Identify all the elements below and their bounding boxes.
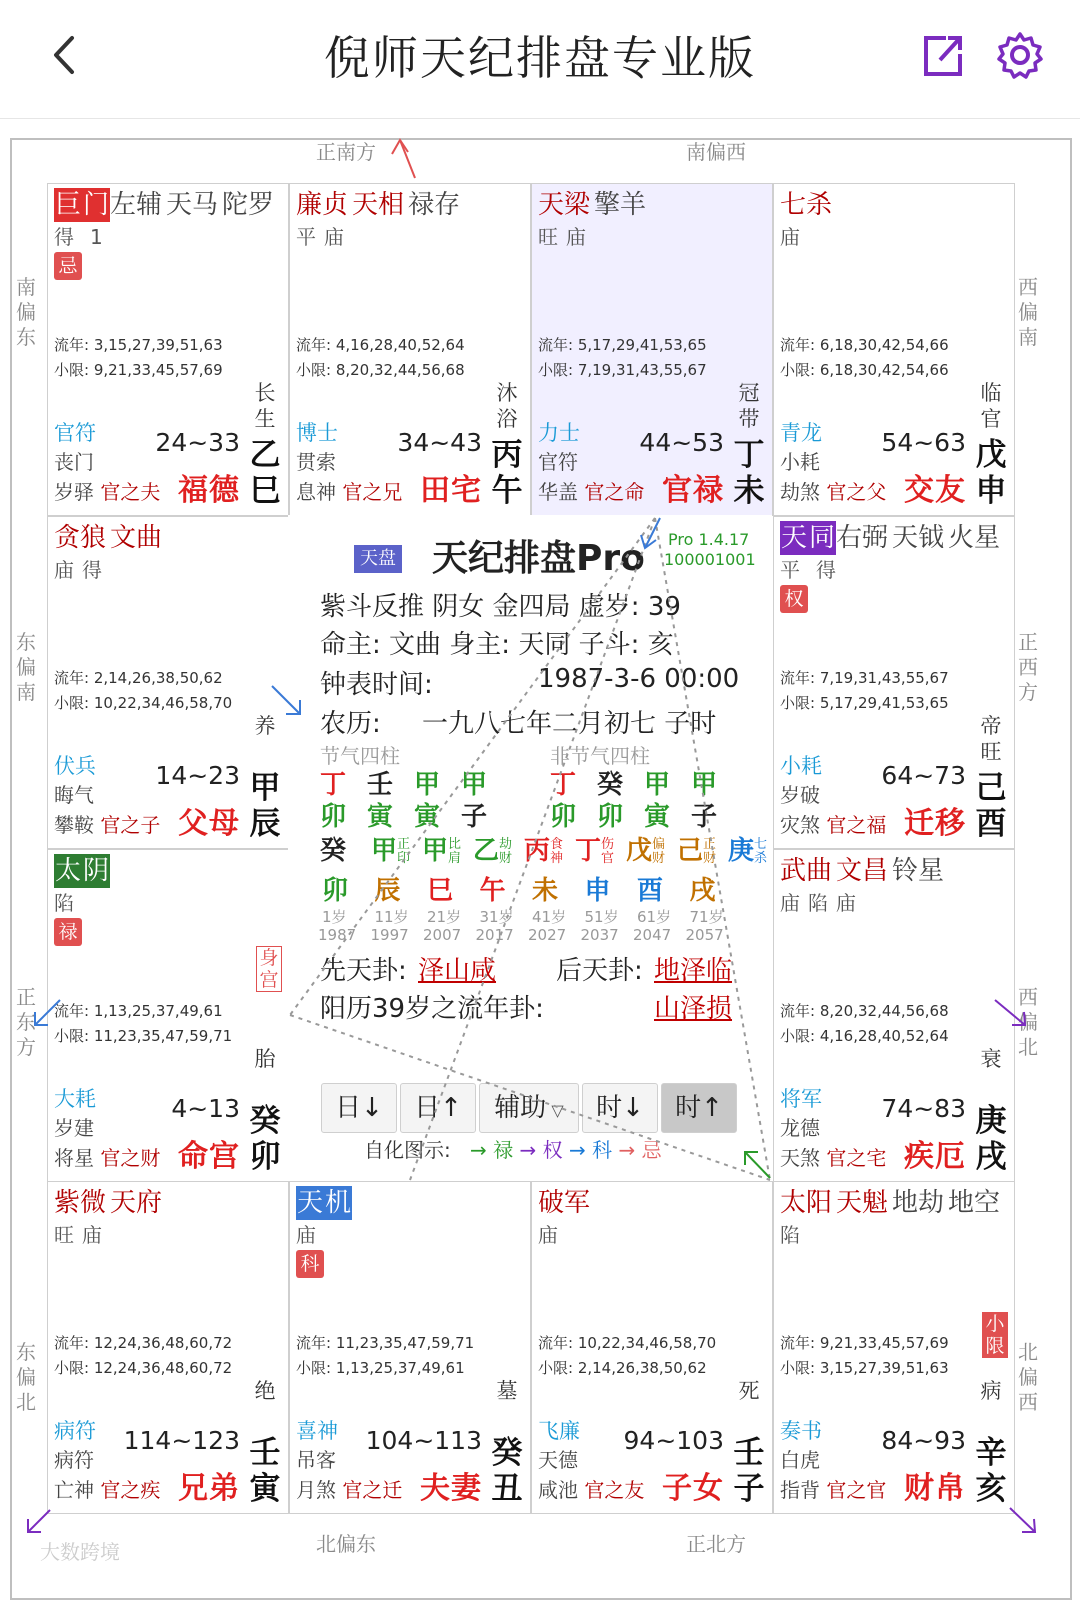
- pillar-branch: 卯: [550, 802, 577, 832]
- brightness-label: 庙: [54, 558, 74, 582]
- xiaoxian-text: 小限: 5,17,29,41,53,65: [780, 694, 949, 712]
- ganzhi-label: 庚戌: [975, 1103, 1007, 1175]
- legend-ke: 科: [592, 1138, 613, 1162]
- version-label: Pro 1.4.17: [668, 530, 750, 549]
- xiaoxian-text: 小限: 3,15,27,39,51,63: [780, 1359, 949, 1377]
- dayun-branch: 卯: [322, 876, 349, 906]
- aux-star: 地劫: [892, 1188, 945, 1218]
- palace-name[interactable]: 父母: [178, 806, 240, 841]
- god-label: 官符: [54, 421, 96, 445]
- pillar-branch: 卯: [320, 802, 347, 832]
- brightness-label: 平: [780, 558, 800, 582]
- guan-label: 官之友: [584, 1478, 645, 1502]
- extra-tag: 身宫: [256, 946, 282, 992]
- pillar-stem: 甲: [644, 770, 671, 800]
- guan-label: 官之官: [826, 1478, 887, 1502]
- main-star: 贪狼: [54, 523, 107, 553]
- sihua-badge: 忌: [54, 252, 82, 280]
- xiaoxian-text: 小限: 12,24,36,48,60,72: [54, 1359, 233, 1377]
- aux-star: 天马: [166, 190, 219, 220]
- god-label: 小耗: [780, 450, 820, 474]
- palace-name[interactable]: 迁移: [904, 806, 966, 841]
- main-star: 太阳: [780, 1188, 833, 1218]
- xiaoxian-text: 小限: 11,23,35,47,59,71: [54, 1027, 233, 1045]
- changsheng-label: 临官: [980, 381, 1002, 431]
- direction-label: 南偏东: [16, 275, 36, 349]
- god-label: 岁破: [780, 783, 820, 807]
- pillar-branch: 子: [691, 802, 718, 832]
- main-star: 天府: [110, 1188, 163, 1218]
- guan-label: 官之福: [826, 813, 887, 837]
- god-label: 贯索: [296, 450, 336, 474]
- dayun-branch: 巳: [427, 876, 454, 906]
- changsheng-label: 胎: [254, 1047, 276, 1071]
- xiaoxian-text: 小限: 4,16,28,40,52,64: [780, 1027, 949, 1045]
- shishen-sub: 食神: [550, 836, 564, 866]
- sihua-badge: 科: [296, 1250, 324, 1278]
- ganzhi-label: 甲辰: [249, 770, 281, 842]
- god-label: 灾煞: [780, 813, 820, 837]
- shishen-sub: 正财: [703, 836, 717, 866]
- god-label: 病符: [54, 1419, 96, 1443]
- dayun-age: 61岁: [637, 908, 672, 926]
- changsheng-label: 墓: [496, 1379, 518, 1403]
- dayun-branch: 未: [532, 876, 559, 906]
- daxian-range: 44~53: [639, 428, 724, 457]
- legend-ji: 忌: [641, 1138, 662, 1162]
- brightness-label: 庙: [780, 225, 800, 249]
- changsheng-label: 病: [980, 1379, 1002, 1403]
- direction-label: 正北方: [686, 1532, 746, 1556]
- pillar-stem: 甲: [461, 770, 488, 800]
- aux-star: 左辅: [110, 190, 163, 220]
- pillar-branch: 寅: [644, 802, 671, 832]
- liunian-text: 流年: 11,23,35,47,59,71: [296, 1334, 475, 1352]
- changsheng-label: 长生: [254, 381, 276, 431]
- main-star: 天: [296, 1188, 323, 1218]
- main-star: 天梁: [538, 190, 591, 220]
- guan-label: 官之疾: [100, 1478, 161, 1502]
- center-title: 天纪排盘Pro: [432, 538, 645, 579]
- watermark: 大数跨境: [40, 1540, 120, 1564]
- direction-label: 东偏北: [16, 1340, 36, 1414]
- page-title: 倪师天纪排盘专业版: [324, 31, 756, 85]
- brightness-label: 陷: [808, 891, 828, 915]
- shishen-sub: 七杀: [754, 836, 768, 866]
- pillar-stem: 丁: [320, 770, 347, 800]
- god-label: 华盖: [538, 480, 578, 504]
- god-label: 岁驿: [54, 480, 94, 504]
- pillar-stem: 癸: [597, 770, 624, 800]
- god-label: 喜神: [296, 1419, 338, 1443]
- shishen-gan: 丁: [575, 836, 602, 866]
- pillar-stem: 甲: [691, 770, 718, 800]
- shishen-gan: 甲: [371, 836, 398, 866]
- shishen-gan: 丙: [524, 836, 551, 866]
- god-label: 病符: [54, 1448, 94, 1472]
- aux-star: 右弼: [836, 523, 889, 553]
- sihua-badge: 权: [780, 585, 808, 613]
- shishen-gan: 乙: [473, 836, 500, 866]
- brightness-label: 得: [54, 225, 74, 249]
- god-label: 息神: [296, 480, 336, 504]
- liunian-text: 流年: 8,20,32,44,56,68: [780, 1002, 949, 1020]
- daxian-range: 94~103: [623, 1426, 724, 1455]
- main-star: 破军: [538, 1188, 591, 1218]
- liunian-text: 流年: 5,17,29,41,53,65: [538, 336, 707, 354]
- aux-star: 铃星: [892, 856, 945, 886]
- god-label: 青龙: [780, 421, 822, 445]
- dayun-year: 2007: [423, 926, 462, 944]
- pillar-branch: 卯: [597, 802, 624, 832]
- shishen-sub: 正印: [397, 836, 411, 866]
- main-star: 天: [780, 523, 807, 553]
- god-label: 博士: [296, 421, 338, 445]
- daxian-range: 114~123: [123, 1426, 240, 1455]
- brightness-label: 庙: [836, 891, 856, 915]
- palace-name[interactable]: 福德: [178, 473, 240, 508]
- god-label: 亡神: [54, 1478, 94, 1502]
- ganzhi-label: 辛亥: [975, 1435, 1007, 1507]
- dayun-age: 41岁: [532, 908, 567, 926]
- main-star: 同: [808, 523, 835, 553]
- changsheng-label: 沐浴: [496, 381, 518, 431]
- god-label: 奏书: [780, 1419, 822, 1443]
- xiantian-gua[interactable]: 泽山咸: [418, 956, 497, 986]
- dayun-year: 2057: [685, 926, 724, 944]
- assist-label: 辅助: [494, 1093, 547, 1123]
- direction-label: 西偏南: [1018, 275, 1038, 349]
- direction-label: 北偏西: [1018, 1340, 1038, 1414]
- aux-star: 天钺: [892, 523, 945, 553]
- god-label: 伏兵: [54, 754, 96, 778]
- daxian-range: 34~43: [397, 428, 482, 457]
- brightness-label: 陷: [780, 1223, 800, 1247]
- xiaoxian-text: 小限: 10,22,34,46,58,70: [54, 694, 233, 712]
- pillar-branch: 子: [461, 802, 488, 832]
- god-label: 龙德: [780, 1116, 820, 1140]
- liunian-text: 流年: 2,14,26,38,50,62: [54, 669, 223, 687]
- daxian-range: 14~23: [155, 761, 240, 790]
- hour-up-button[interactable]: 时↑: [661, 1083, 737, 1133]
- shishen-gan: 戊: [626, 836, 653, 866]
- xiaoxian-text: 小限: 1,13,25,37,49,61: [296, 1359, 465, 1377]
- dayun-age: 51岁: [584, 908, 619, 926]
- liunian-gua[interactable]: 山泽损: [654, 994, 733, 1024]
- dayun-age: 21岁: [427, 908, 462, 926]
- direction-label: 正西方: [1018, 630, 1038, 704]
- god-label: 小耗: [780, 754, 822, 778]
- god-label: 将军: [780, 1087, 822, 1111]
- liunian-text: 流年: 3,15,27,39,51,63: [54, 336, 223, 354]
- dayun-branch: 酉: [637, 876, 664, 906]
- god-label: 飞廉: [538, 1419, 580, 1443]
- brightness-label: 得: [82, 558, 102, 582]
- guan-label: 官之迁: [342, 1478, 403, 1502]
- brightness-label: 庙: [82, 1223, 102, 1247]
- god-label: 劫煞: [780, 480, 820, 504]
- ganzhi-label: 壬寅: [249, 1435, 281, 1507]
- liunian-text: 流年: 6,18,30,42,54,66: [780, 336, 949, 354]
- legend-label: 自化图示:: [364, 1138, 451, 1162]
- extra-tag: 小限: [982, 1312, 1008, 1358]
- ganzhi-label: 癸丑: [491, 1435, 523, 1507]
- palace-name[interactable]: 兄弟: [178, 1471, 240, 1506]
- god-label: 指背: [780, 1478, 820, 1502]
- xiaoxian-text: 小限: 2,14,26,38,50,62: [538, 1359, 707, 1377]
- aux-star: 火星: [948, 523, 1001, 553]
- daxian-range: 4~13: [171, 1094, 240, 1123]
- liunian-gua-label: 阳历39岁之流年卦:: [320, 994, 544, 1024]
- shishen-sub: 偏财: [652, 836, 666, 866]
- palace-name[interactable]: 官禄: [662, 473, 724, 508]
- serial-label: 100001001: [664, 550, 756, 569]
- ganzhi-label: 戊申: [975, 437, 1007, 509]
- liunian-text: 流年: 7,19,31,43,55,67: [780, 669, 949, 687]
- dayun-branch: 辰: [374, 876, 401, 906]
- god-label: 咸池: [538, 1478, 578, 1502]
- pillar-stem: 壬: [367, 770, 394, 800]
- sihua-badge: 禄: [54, 918, 82, 946]
- tianpan-tag[interactable]: 天盘: [354, 545, 402, 573]
- dayun-age: 31岁: [479, 908, 514, 926]
- liunian-text: 流年: 9,21,33,45,57,69: [780, 1334, 949, 1352]
- brightness-label: 庙: [296, 1223, 316, 1247]
- shishen-sub: 比肩: [448, 836, 462, 866]
- day-up-button[interactable]: 日↑: [400, 1083, 476, 1133]
- dayun-year: 1997: [370, 926, 409, 944]
- daxian-range: 54~63: [881, 428, 966, 457]
- direction-label: 正东方: [16, 985, 36, 1059]
- direction-label: 北偏东: [316, 1532, 376, 1556]
- main-star: 巨: [54, 190, 81, 220]
- brightness-label: 庙: [566, 225, 586, 249]
- direction-label: 西偏北: [1018, 985, 1038, 1059]
- xiaoxian-text: 小限: 7,19,31,43,55,67: [538, 361, 707, 379]
- guan-label: 官之兄: [342, 480, 403, 504]
- palace-name[interactable]: 命宫: [178, 1139, 240, 1174]
- pillar-stem: 丁: [550, 770, 577, 800]
- liunian-text: 流年: 1,13,25,37,49,61: [54, 1002, 223, 1020]
- changsheng-label: 衰: [980, 1047, 1002, 1071]
- xiaoxian-text: 小限: 9,21,33,45,57,69: [54, 361, 223, 379]
- houtian-label: 后天卦:: [556, 956, 643, 986]
- guan-label: 官之财: [100, 1146, 161, 1170]
- xiantian-label: 先天卦:: [320, 956, 407, 986]
- hour-down-button[interactable]: 时↓: [582, 1083, 658, 1133]
- lunar-value: 一九八七年二月初七 子时: [422, 709, 717, 739]
- guan-label: 官之父: [826, 480, 887, 504]
- brightness-label: 庙: [324, 225, 344, 249]
- dayun-branch: 午: [479, 876, 506, 906]
- direction-label: 东偏南: [16, 630, 36, 704]
- aux-star: 擎羊: [594, 190, 647, 220]
- main-star: 文曲: [110, 523, 163, 553]
- lunar-label: 农历:: [320, 709, 381, 739]
- main-star: 廉贞: [296, 190, 349, 220]
- dayun-age: 11岁: [374, 908, 409, 926]
- god-label: 丧门: [54, 450, 94, 474]
- aux-star: 禄存: [408, 190, 461, 220]
- main-star: 武曲: [780, 856, 833, 886]
- palace-name[interactable]: 子女: [662, 1471, 724, 1506]
- ganzhi-label: 丙午: [491, 437, 523, 509]
- direction-label: 南偏西: [686, 140, 746, 164]
- dayun-branch: 申: [584, 876, 611, 906]
- dayun-year: 2047: [633, 926, 672, 944]
- day-down-button[interactable]: 日↓: [321, 1083, 397, 1133]
- brightness-label: 得: [816, 558, 836, 582]
- jieqi-label: 节气四柱: [320, 744, 400, 768]
- ganzhi-label: 丁未: [733, 437, 765, 509]
- pillar-branch: 寅: [367, 802, 394, 832]
- aux-star: 陀罗: [222, 190, 275, 220]
- sihua-legend: → 禄 → 权 → 科 → 忌: [470, 1138, 662, 1162]
- ganzhi-label: 乙巳: [249, 437, 281, 509]
- fjieqi-label: 非节气四柱: [550, 744, 650, 768]
- changsheng-label: 养: [254, 714, 276, 738]
- god-label: 攀鞍: [54, 813, 94, 837]
- xiaoxian-text: 小限: 6,18,30,42,54,66: [780, 361, 949, 379]
- palace-name[interactable]: 夫妻: [420, 1471, 482, 1506]
- legend-quan: 权: [542, 1138, 563, 1162]
- shishen-gan: 甲: [422, 836, 449, 866]
- brightness-label: 庙: [780, 891, 800, 915]
- main-star: 七杀: [780, 190, 833, 220]
- houtian-gua[interactable]: 地泽临: [654, 956, 733, 986]
- shishen-sub: 劫财: [499, 836, 513, 866]
- main-star: 天魁: [836, 1188, 889, 1218]
- main-star: 文昌: [836, 856, 889, 886]
- daxian-range: 84~93: [881, 1426, 966, 1455]
- changsheng-label: 绝: [254, 1379, 276, 1403]
- ganzhi-label: 癸卯: [249, 1103, 281, 1175]
- ganzhi-label: 己酉: [975, 770, 1007, 842]
- daxian-range: 74~83: [881, 1094, 966, 1123]
- guan-label: 官之夫: [100, 480, 161, 504]
- brightness-label: 旺: [54, 1223, 74, 1247]
- main-star: 阴: [82, 856, 109, 886]
- dayun-year: 1987: [318, 926, 357, 944]
- dayun-year: 2027: [528, 926, 567, 944]
- changsheng-label: 死: [738, 1379, 760, 1403]
- brightness-label: 旺: [538, 225, 558, 249]
- dayun-year: 2037: [580, 926, 619, 944]
- main-star: 机: [324, 1188, 351, 1218]
- aux-star: 地空: [948, 1188, 1001, 1218]
- brightness-label: 陷: [54, 891, 74, 915]
- chevron-down-icon: ▽: [546, 1101, 564, 1120]
- info-line: 紫斗反推 阴女 金四局 虚岁: 39: [320, 592, 681, 622]
- god-label: 岁建: [54, 1116, 94, 1140]
- main-star: 天相: [352, 190, 405, 220]
- changsheng-label: 冠带: [738, 381, 760, 431]
- ganzhi-label: 壬子: [733, 1435, 765, 1507]
- palace-name[interactable]: 交友: [904, 473, 966, 508]
- shishen-sub: 伤官: [601, 836, 615, 866]
- clock-value: 1987-3-6 00:00: [538, 664, 740, 694]
- palace-name[interactable]: 财帛: [904, 1471, 966, 1506]
- daxian-range: 104~113: [365, 1426, 482, 1455]
- shishen-gan: 癸: [320, 836, 347, 866]
- clock-label: 钟表时间:: [320, 670, 433, 700]
- daxian-range: 24~33: [155, 428, 240, 457]
- legend-lu: 禄: [493, 1138, 514, 1162]
- god-label: 官符: [538, 450, 578, 474]
- god-label: 力士: [538, 421, 580, 445]
- info-line: 命主: 文曲 身主: 天同 子斗: 亥: [320, 630, 674, 660]
- palace-name[interactable]: 疾厄: [904, 1139, 966, 1174]
- shishen-gan: 庚: [728, 836, 755, 866]
- god-label: 白虎: [780, 1448, 820, 1472]
- xiaoxian-text: 小限: 8,20,32,44,56,68: [296, 361, 465, 379]
- main-star: 太: [54, 856, 81, 886]
- liunian-text: 流年: 4,16,28,40,52,64: [296, 336, 465, 354]
- dayun-year: 2017: [475, 926, 514, 944]
- shishen-gan: 己: [677, 836, 704, 866]
- god-label: 天德: [538, 1448, 578, 1472]
- brightness-label: 庙: [538, 1223, 558, 1247]
- dayun-age: 71岁: [689, 908, 724, 926]
- guan-label: 官之宅: [826, 1146, 887, 1170]
- god-label: 月煞: [296, 1478, 336, 1502]
- direction-label: 正南方: [316, 140, 376, 164]
- god-label: 天煞: [780, 1146, 820, 1170]
- main-star: 紫微: [54, 1188, 107, 1218]
- guan-label: 官之子: [100, 813, 161, 837]
- liunian-text: 流年: 12,24,36,48,60,72: [54, 1334, 233, 1352]
- pillar-stem: 甲: [414, 770, 441, 800]
- dayun-branch: 戌: [689, 876, 716, 906]
- daxian-range: 64~73: [881, 761, 966, 790]
- liunian-text: 流年: 10,22,34,46,58,70: [538, 1334, 717, 1352]
- brightness-label: 1: [90, 225, 103, 249]
- god-label: 晦气: [54, 783, 94, 807]
- palace-name[interactable]: 田宅: [420, 473, 482, 508]
- guan-label: 官之命: [584, 480, 645, 504]
- god-label: 吊客: [296, 1448, 336, 1472]
- god-label: 将星: [54, 1146, 94, 1170]
- dayun-age: 1岁: [322, 908, 347, 926]
- changsheng-label: 帝旺: [980, 714, 1002, 764]
- brightness-label: 平: [296, 225, 316, 249]
- pillar-branch: 寅: [414, 802, 441, 832]
- main-star: 门: [82, 190, 109, 220]
- god-label: 大耗: [54, 1087, 96, 1111]
